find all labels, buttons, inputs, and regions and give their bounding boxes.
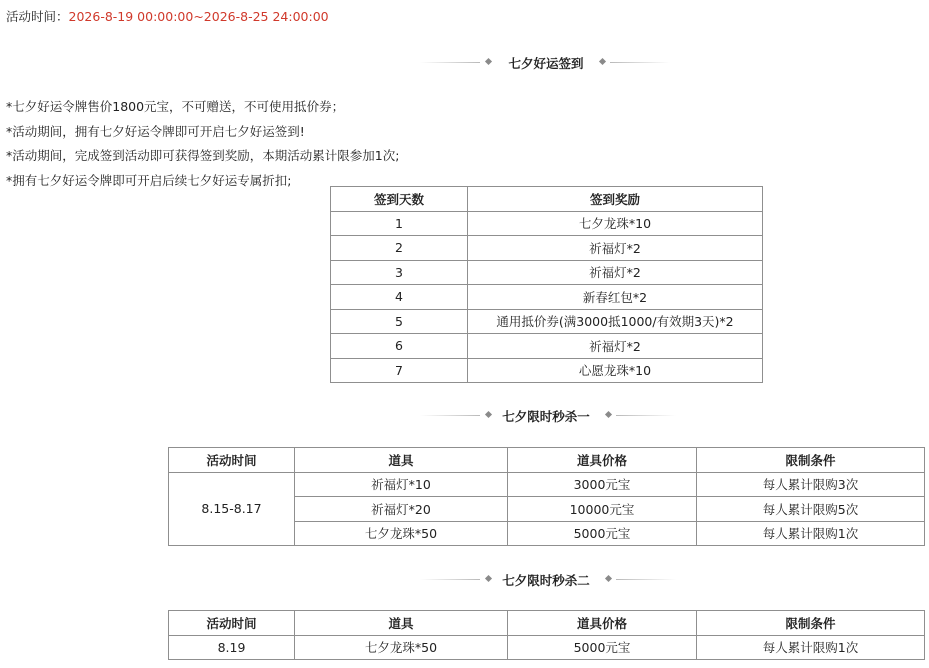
limit-cell: 每人累计限购5次 (697, 497, 925, 522)
reward-cell: 祈福灯*2 (468, 236, 763, 261)
day-cell: 6 (331, 334, 468, 359)
section-title-sign (0, 54, 929, 72)
rule-item: *拥有七夕好运令牌即可开启后续七夕好运专属折扣; (6, 172, 292, 188)
header-limit: 限制条件 (697, 448, 925, 473)
section-title-flash1 (0, 407, 929, 425)
table-header-row (331, 187, 763, 212)
header-time: 活动时间 (169, 611, 295, 636)
price-cell: 5000元宝 (508, 521, 697, 546)
section-title-text: 七夕限时秒杀二 (502, 573, 590, 588)
time-cell: 8.15-8.17 (169, 472, 295, 546)
flash2-table (168, 610, 925, 660)
header-price: 道具价格 (508, 448, 697, 473)
diamond-icon (605, 411, 612, 418)
activity-time-label: 活动时间： (6, 9, 69, 24)
flash1-table (168, 447, 925, 546)
diamond-icon (605, 575, 612, 582)
header-limit: 限制条件 (697, 611, 925, 636)
price-cell: 5000元宝 (508, 635, 697, 660)
reward-cell: 祈福灯*2 (468, 260, 763, 285)
limit-cell: 每人累计限购1次 (697, 521, 925, 546)
reward-cell: 七夕龙珠*10 (468, 211, 763, 236)
table-row (331, 211, 763, 236)
limit-cell: 每人累计限购1次 (697, 635, 925, 660)
diamond-icon (485, 58, 492, 65)
table-header-row (169, 611, 925, 636)
header-sign-reward: 签到奖励 (468, 187, 763, 212)
reward-cell: 祈福灯*2 (468, 334, 763, 359)
time-cell: 8.19 (169, 635, 295, 660)
title-line-left (420, 62, 480, 63)
title-line-right (616, 415, 676, 416)
table-row (331, 334, 763, 359)
table-row (331, 260, 763, 285)
table-row (331, 358, 763, 383)
reward-cell: 新春红包*2 (468, 285, 763, 310)
day-cell: 1 (331, 211, 468, 236)
table-row (331, 285, 763, 310)
reward-cell: 通用抵价券(满3000抵1000/有效期3天)*2 (468, 309, 763, 334)
section-title-text: 七夕好运签到 (508, 56, 584, 71)
item-cell: 祈福灯*10 (295, 472, 508, 497)
table-header-row (169, 448, 925, 473)
diamond-icon (485, 411, 492, 418)
title-line-left (420, 415, 480, 416)
title-line-left (420, 579, 480, 580)
title-line-right (616, 579, 676, 580)
table-row (169, 635, 925, 660)
rule-item: *活动期间，完成签到活动即可获得签到奖励，本期活动累计限参加1次; (6, 148, 400, 163)
day-cell: 4 (331, 285, 468, 310)
sign-reward-table (330, 186, 763, 383)
day-cell: 2 (331, 236, 468, 261)
header-price: 道具价格 (508, 611, 697, 636)
diamond-icon (599, 58, 606, 65)
section-title-text: 七夕限时秒杀一 (502, 409, 590, 424)
day-cell: 7 (331, 358, 468, 383)
header-item: 道具 (295, 611, 508, 636)
item-cell: 七夕龙珠*50 (295, 521, 508, 546)
section-title-flash2 (0, 571, 929, 589)
reward-cell: 心愿龙珠*10 (468, 358, 763, 383)
price-cell: 3000元宝 (508, 472, 697, 497)
rule-item: *活动期间，拥有七夕好运令牌即可开启七夕好运签到! (6, 123, 305, 139)
diamond-icon (485, 575, 492, 582)
header-item: 道具 (295, 448, 508, 473)
limit-cell: 每人累计限购3次 (697, 472, 925, 497)
item-cell: 祈福灯*20 (295, 497, 508, 522)
activity-time-value: 2026-8-19 00:00:00~2026-8-25 24:00:00 (68, 9, 329, 24)
header-time: 活动时间 (169, 448, 295, 473)
title-line-right (610, 62, 670, 63)
table-row (331, 309, 763, 334)
rules-list (6, 95, 399, 193)
price-cell: 10000元宝 (508, 497, 697, 522)
table-row (331, 236, 763, 261)
table-row (169, 472, 925, 497)
header-sign-days: 签到天数 (331, 187, 468, 212)
day-cell: 5 (331, 309, 468, 334)
activity-time (6, 7, 329, 25)
rule-item: *七夕好运令牌售价1800元宝，不可赠送，不可使用抵价券； (6, 99, 345, 114)
day-cell: 3 (331, 260, 468, 285)
item-cell: 七夕龙珠*50 (295, 635, 508, 660)
